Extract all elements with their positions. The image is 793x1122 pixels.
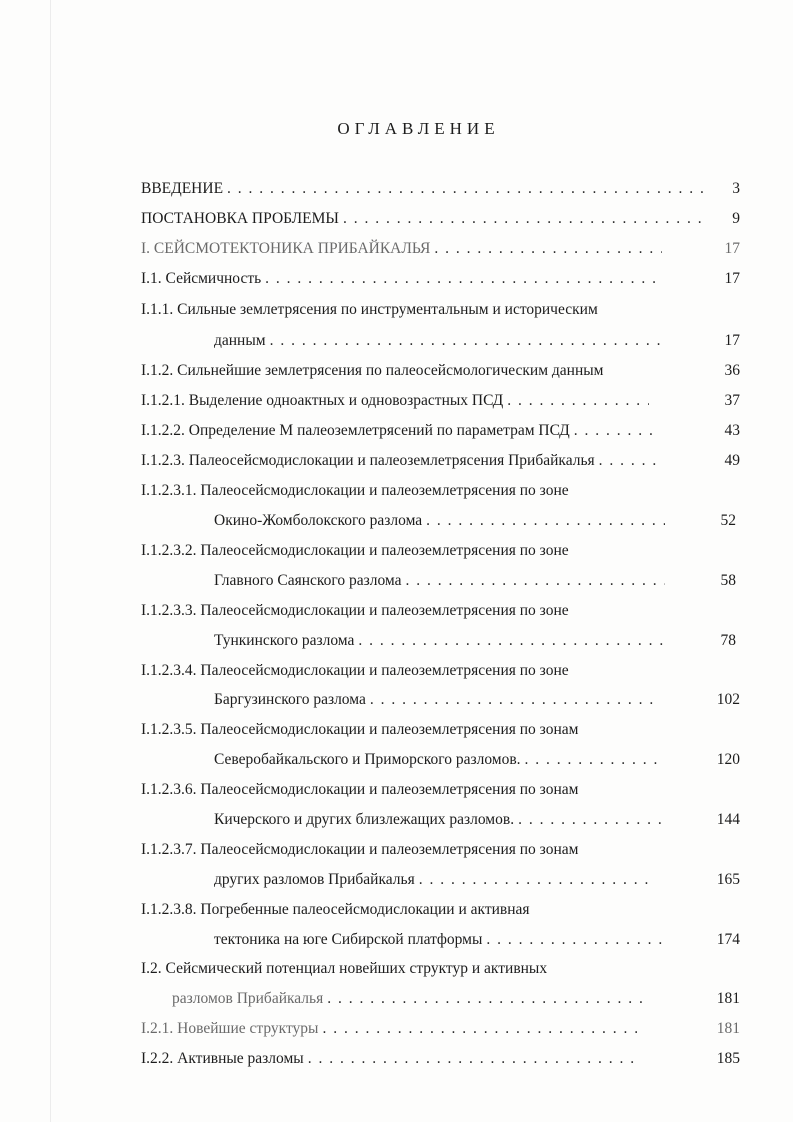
toc-entry-continuation[interactable] xyxy=(214,330,669,352)
toc-entry-label: Тункинского разлома xyxy=(214,632,355,649)
toc-entry-label: I. СЕЙСМОТЕКТОНИКА ПРИБАЙКАЛЬЯ xyxy=(141,240,431,257)
page-title: ОГЛАВЛЕНИЕ xyxy=(337,119,500,138)
dot-leader xyxy=(227,178,707,200)
toc-entry-label: I.2. Сейсмический потенциал новейших структур и активных xyxy=(141,960,548,977)
toc-entry-section-1-1-2-3-7[interactable] xyxy=(141,839,578,861)
toc-entry-section-1-1-2-3-2[interactable] xyxy=(141,540,569,562)
dot-leader xyxy=(270,330,665,352)
dot-leader xyxy=(419,869,655,891)
toc-entry-section-1-1-2-3-5[interactable] xyxy=(141,719,578,741)
toc-entry-label: ПОСТАНОВКА ПРОБЛЕМЫ xyxy=(141,210,339,227)
toc-entry-section-1-1-2-3-1[interactable] xyxy=(141,480,569,502)
toc-entry-label: Северобайкальского и Приморского разломов. xyxy=(214,751,521,768)
toc-page-number: 174 xyxy=(716,931,740,948)
toc-entry-label: I.1. Сейсмичность xyxy=(141,270,262,287)
toc-entry-label: I.1.2.3.5. Палеосейсмодислокации и палеоземлетрясения по зонам xyxy=(141,721,579,738)
toc-entry-section-1-1-1[interactable] xyxy=(141,299,598,321)
dot-leader xyxy=(507,390,649,412)
toc-entry-section-1-1-2-3-4[interactable] xyxy=(141,660,569,682)
toc-entry-label: Баргузинского разлома xyxy=(214,691,366,708)
toc-entry-label: I.2.1. Новейшие структуры xyxy=(141,1020,319,1037)
toc-entry-label: I.1.2.3.8. Погребенные палеосейсмодислокации и активная xyxy=(141,901,530,918)
toc-entry-label: тектоника на юге Сибирской платформы xyxy=(214,931,483,948)
toc-page-number: 17 xyxy=(724,270,740,287)
toc-entry-section-1-1-2-1[interactable] xyxy=(141,390,653,412)
toc-entry-continuation[interactable] xyxy=(214,809,669,831)
dot-leader xyxy=(599,450,663,472)
toc-page-number: 181 xyxy=(716,1020,740,1037)
toc-entry-introduction[interactable] xyxy=(141,178,711,200)
toc-entry-label: I.1.2.1. Выделение одноактных и одновозрастных ПСД xyxy=(141,392,504,409)
toc-entry-label: I.1.2.3.7. Палеосейсмодислокации и палеоземлетрясения по зонам xyxy=(141,841,579,858)
toc-entry-continuation[interactable] xyxy=(214,510,669,532)
dot-leader xyxy=(486,929,665,951)
dot-leader xyxy=(518,809,665,831)
dot-leader xyxy=(265,268,662,290)
toc-entry-problem-statement[interactable] xyxy=(141,208,711,230)
toc-page-number: 120 xyxy=(716,751,740,768)
toc-page-number: 58 xyxy=(720,572,736,589)
toc-entry-label: I.1.2.3.4. Палеосейсмодислокации и палеоземлетрясения по зоне xyxy=(141,662,569,679)
toc-entry-label: I.1.2.3. Палеосейсмодислокации и палеоземлетрясения Прибайкалья xyxy=(141,452,595,469)
toc-entry-continuation[interactable] xyxy=(214,630,669,652)
toc-entry-label: I.1.2.2. Определение М палеоземлетрясений по параметрам ПСД xyxy=(141,422,570,439)
toc-entry-section-1-1-2-2[interactable] xyxy=(141,420,659,442)
toc-page-number: 49 xyxy=(724,452,740,469)
toc-entry-label: ВВЕДЕНИЕ xyxy=(141,180,224,197)
dot-leader xyxy=(370,689,655,711)
toc-page-number: 185 xyxy=(716,1050,740,1067)
toc-entry-continuation[interactable] xyxy=(214,929,669,951)
toc-page-number: 181 xyxy=(716,990,740,1007)
toc-entry-label: I.1.2.3.3. Палеосейсмодислокации и палеоземлетрясения по зоне xyxy=(141,602,569,619)
toc-page-number: 36 xyxy=(724,362,740,379)
dot-leader xyxy=(358,630,665,652)
toc-page-number: 3 xyxy=(732,180,740,197)
toc-entry-section-1-1[interactable] xyxy=(141,268,666,290)
dot-leader xyxy=(322,1018,637,1040)
toc-entry-label: Кичерского и других близлежащих разломов. xyxy=(214,811,515,828)
toc-entry-label: I.2.2. Активные разломы xyxy=(141,1050,304,1067)
dot-leader xyxy=(525,749,658,771)
toc-entry-label: Окино-Жомболокского разлома xyxy=(214,512,423,529)
toc-entry-section-1-1-2-3-6[interactable] xyxy=(141,779,578,801)
dot-leader xyxy=(574,420,655,442)
toc-page-number: 17 xyxy=(724,240,740,257)
toc-page-number: 52 xyxy=(720,512,736,529)
toc-entry-section-1-1-2[interactable] xyxy=(141,360,604,382)
toc-entry-label: Главного Саянского разлома xyxy=(214,572,402,589)
toc-entry-label: разломов Прибайкалья xyxy=(172,990,324,1007)
toc-page-number: 37 xyxy=(724,392,740,409)
toc-entry-label: других разломов Прибайкалья xyxy=(214,871,415,888)
toc-page-number: 165 xyxy=(716,871,740,888)
toc-entry-label: I.1.2. Сильнейшие землетрясения по палеосейсмологическим данным xyxy=(141,362,604,379)
dot-leader xyxy=(308,1048,637,1070)
toc-entry-label: I.1.2.3.6. Палеосейсмодислокации и палеоземлетрясения по зонам xyxy=(141,781,579,798)
toc-page-number: 17 xyxy=(724,332,740,349)
toc-page-number: 78 xyxy=(720,632,736,649)
toc-entry-section-1-1-2-3-8[interactable] xyxy=(141,899,530,921)
dot-leader xyxy=(426,510,665,532)
toc-entry-section-1-2[interactable] xyxy=(141,958,547,980)
toc-page-number: 9 xyxy=(732,210,740,227)
toc-entry-section-1-1-2-3-3[interactable] xyxy=(141,600,569,622)
toc-entry-label: данным xyxy=(214,332,266,349)
toc-entry-continuation[interactable] xyxy=(172,988,654,1010)
toc-entry-continuation[interactable] xyxy=(214,869,659,891)
toc-entry-label: I.1.2.3.2. Палеосейсмодислокации и палеоземлетрясения по зоне xyxy=(141,542,569,559)
dot-leader xyxy=(434,238,662,260)
toc-page-number: 43 xyxy=(724,422,740,439)
toc-entry-label: I.1.2.3.1. Палеосейсмодислокации и палеоземлетрясения по зоне xyxy=(141,482,569,499)
toc-page-number: 102 xyxy=(716,691,740,708)
dot-leader xyxy=(406,570,665,592)
toc-entry-continuation[interactable] xyxy=(214,689,659,711)
toc-entry-section-1-2-2[interactable] xyxy=(141,1048,641,1070)
dot-leader xyxy=(343,208,707,230)
toc-entry-label: I.1.1. Сильные землетрясения по инструментальным и историческим xyxy=(141,301,598,318)
toc-page-number: 144 xyxy=(716,811,740,828)
toc-entry-continuation[interactable] xyxy=(214,749,662,771)
dot-leader xyxy=(327,988,650,1010)
toc-entry-section-1-1-2-3[interactable] xyxy=(141,450,667,472)
toc-entry-chapter-1[interactable] xyxy=(141,238,666,260)
toc-entry-section-1-2-1[interactable] xyxy=(141,1018,641,1040)
toc-entry-continuation[interactable] xyxy=(214,570,669,592)
